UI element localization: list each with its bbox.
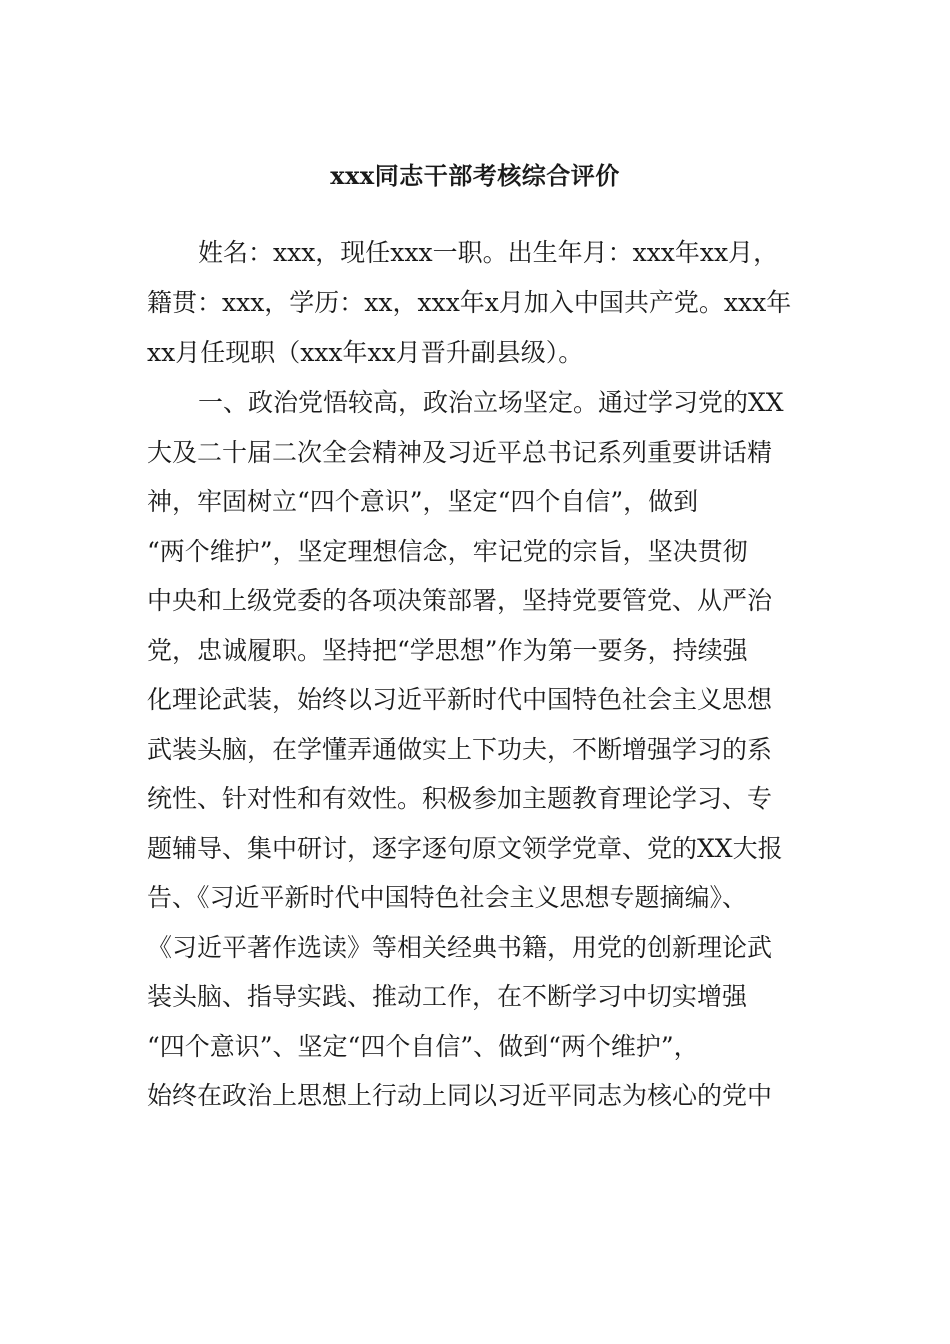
paragraph-2-line-7: 化理论武装，始终以习近平新时代中国特色社会主义思想 [147, 685, 773, 714]
paragraph-1-line-1: 姓名：xxx，现任xxx一职。出生年月：xxx年xx月， [198, 238, 779, 267]
paragraph-1-line-3: xx月任现职（xxx年xx月晋升副县级）。 [147, 338, 584, 367]
paragraph-2-line-10: 题辅导、集中研讨，逐字逐句原文领学党章、党的XX大报 [147, 834, 783, 863]
paragraph-2-line-3: 神，牢固树立“四个意识”，坚定“四个自信”，做到 [147, 487, 699, 516]
paragraph-2-line-2: 大及二十届二次全会精神及习近平总书记系列重要讲话精 [147, 438, 773, 467]
paragraph-2-line-9: 统性、针对性和有效性。积极参加主题教育理论学习、专 [147, 784, 773, 813]
paragraph-2-line-15: 始终在政治上思想上行动上同以习近平同志为核心的党中 [147, 1081, 773, 1110]
paragraph-2-line-6: 党，忠诚履职。坚持把“学思想”作为第一要务，持续强 [147, 636, 748, 665]
paragraph-2-line-8: 武装头脑，在学懂弄通做实上下功夫，不断增强学习的系 [147, 735, 773, 764]
document-title: xxx同志干部考核综合评价 [330, 161, 620, 190]
paragraph-2-line-12: 《习近平著作选读》等相关经典书籍，用党的创新理论武 [147, 933, 773, 962]
paragraph-2-line-5: 中央和上级党委的各项决策部署，坚持党要管党、从严治 [147, 586, 773, 615]
paragraph-2-line-4: “两个维护”，坚定理想信念，牢记党的宗旨，坚决贯彻 [147, 537, 748, 566]
paragraph-2-line-13: 装头脑、指导实践、推动工作，在不断学习中切实增强 [147, 982, 748, 1011]
paragraph-2-line-11: 告、《习近平新时代中国特色社会主义思想专题摘编》、 [147, 883, 748, 912]
paragraph-1-line-2: 籍贯：xxx，学历：xx，xxx年x月加入中国共产党。xxx年 [147, 288, 792, 317]
paragraph-2-line-1: 一、政治党悟较高，政治立场坚定。通过学习党的XX [198, 388, 784, 417]
paragraph-2-line-14: “四个意识”、坚定“四个自信”、做到“两个维护”， [147, 1032, 699, 1061]
